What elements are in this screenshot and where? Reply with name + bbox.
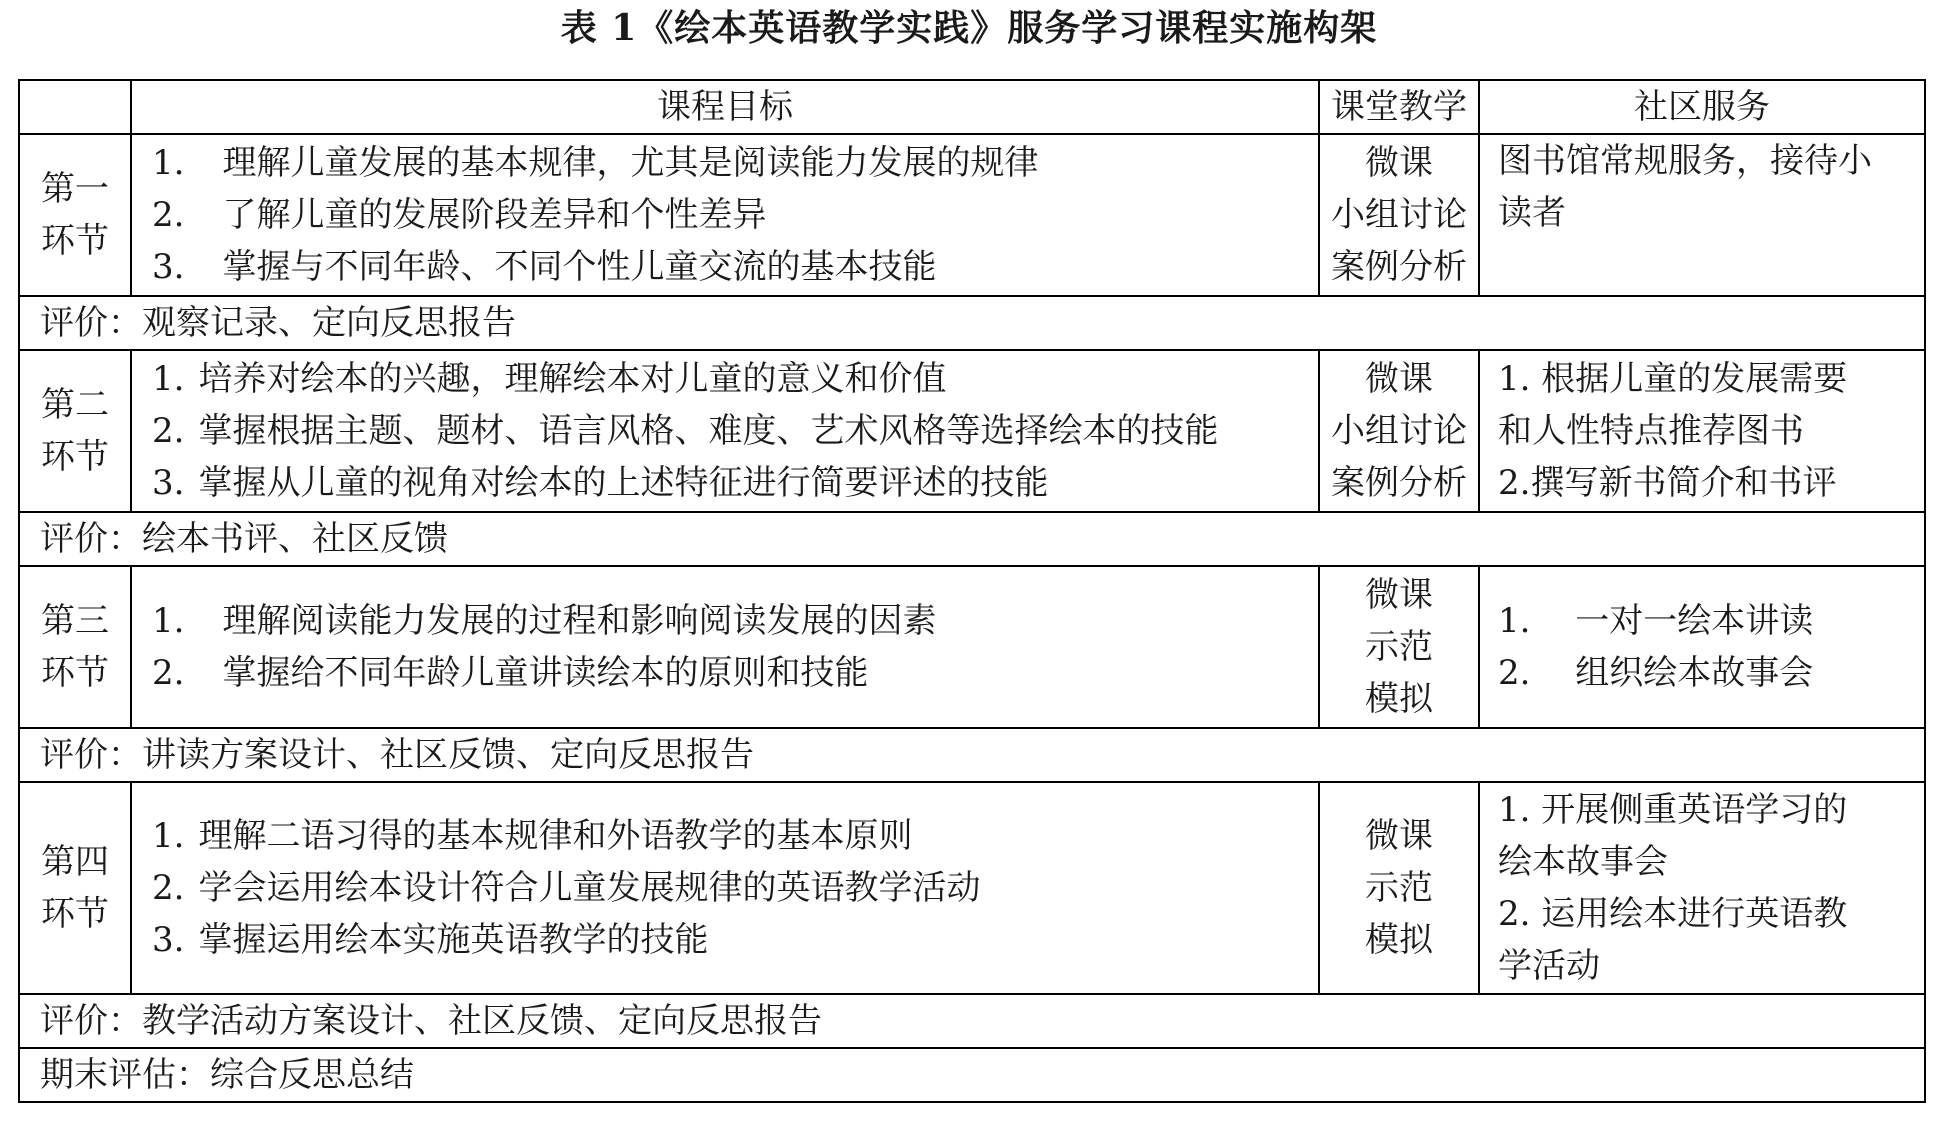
evaluation-row: [19, 512, 1925, 566]
classroom-cell: 微课 示范 模拟: [1319, 566, 1479, 728]
header-classroom: 课堂教学: [1319, 80, 1479, 134]
header-row: [19, 80, 1925, 134]
header-community: 社区服务: [1479, 80, 1925, 134]
header-blank-cell: [19, 80, 131, 134]
goal-item: 2. 学会运用绘本设计符合儿童发展规律的英语教学活动: [152, 868, 981, 908]
goal-item: 3. 掌握与不同年龄、不同个性儿童交流的基本技能: [152, 247, 937, 287]
section-row: [19, 350, 1925, 512]
section-label: 第三 环节: [19, 566, 131, 728]
goals-cell: [131, 134, 1319, 296]
community-cell: 1. 一对一绘本讲读 2. 组织绘本故事会: [1479, 566, 1925, 728]
curriculum-table: [18, 79, 1926, 1103]
goals-cell: [131, 782, 1319, 994]
goal-item: 1. 理解阅读能力发展的过程和影响阅读发展的因素: [152, 601, 937, 641]
final-evaluation-row: [19, 1048, 1925, 1102]
section-label: 第四 环节: [19, 782, 131, 994]
goal-item: 2. 掌握给不同年龄儿童讲读绘本的原则和技能: [152, 653, 869, 693]
goal-item: 2. 掌握根据主题、题材、语言风格、难度、艺术风格等选择绘本的技能: [152, 411, 1219, 451]
goals-cell: [131, 350, 1319, 512]
goals-cell: [131, 566, 1319, 728]
goal-item: 3. 掌握从儿童的视角对绘本的上述特征进行简要评述的技能: [152, 463, 1049, 503]
header-goals: 课程目标: [131, 80, 1319, 134]
goal-item: 2. 了解儿童的发展阶段差异和个性差异: [152, 195, 767, 235]
evaluation-text: 评价：教学活动方案设计、社区反馈、定向反思报告: [19, 994, 1925, 1048]
evaluation-text: 评价：绘本书评、社区反馈: [19, 512, 1925, 566]
classroom-cell: 微课 示范 模拟: [1319, 782, 1479, 994]
goal-item: 1. 理解二语习得的基本规律和外语教学的基本原则: [152, 816, 913, 856]
evaluation-row: [19, 728, 1925, 782]
evaluation-text: 评价：观察记录、定向反思报告: [19, 296, 1925, 350]
goal-item: 3. 掌握运用绘本实施英语教学的技能: [152, 920, 709, 960]
evaluation-row: [19, 296, 1925, 350]
section-row: [19, 782, 1925, 994]
table-title: 表 1《绘本英语教学实践》服务学习课程实施构架: [560, 7, 1378, 49]
goal-item: 1. 培养对绘本的兴趣，理解绘本对儿童的意义和价值: [152, 359, 947, 399]
section-label: 第二 环节: [19, 350, 131, 512]
community-cell: 图书馆常规服务，接待小 读者: [1479, 134, 1925, 296]
community-cell: 1. 开展侧重英语学习的 绘本故事会 2. 运用绘本进行英语教 学活动: [1479, 782, 1925, 994]
community-cell: 1. 根据儿童的发展需要 和人性特点推荐图书 2.撰写新书简介和书评: [1479, 350, 1925, 512]
evaluation-text: 评价：讲读方案设计、社区反馈、定向反思报告: [19, 728, 1925, 782]
section-row: [19, 566, 1925, 728]
evaluation-row: [19, 994, 1925, 1048]
final-evaluation-text: 期末评估：综合反思总结: [19, 1048, 1925, 1102]
section-row: [19, 134, 1925, 296]
classroom-cell: 微课 小组讨论 案例分析: [1319, 350, 1479, 512]
section-label: 第一 环节: [19, 134, 131, 296]
goal-item: 1. 理解儿童发展的基本规律，尤其是阅读能力发展的规律: [152, 143, 1039, 183]
classroom-cell: 微课 小组讨论 案例分析: [1319, 134, 1479, 296]
